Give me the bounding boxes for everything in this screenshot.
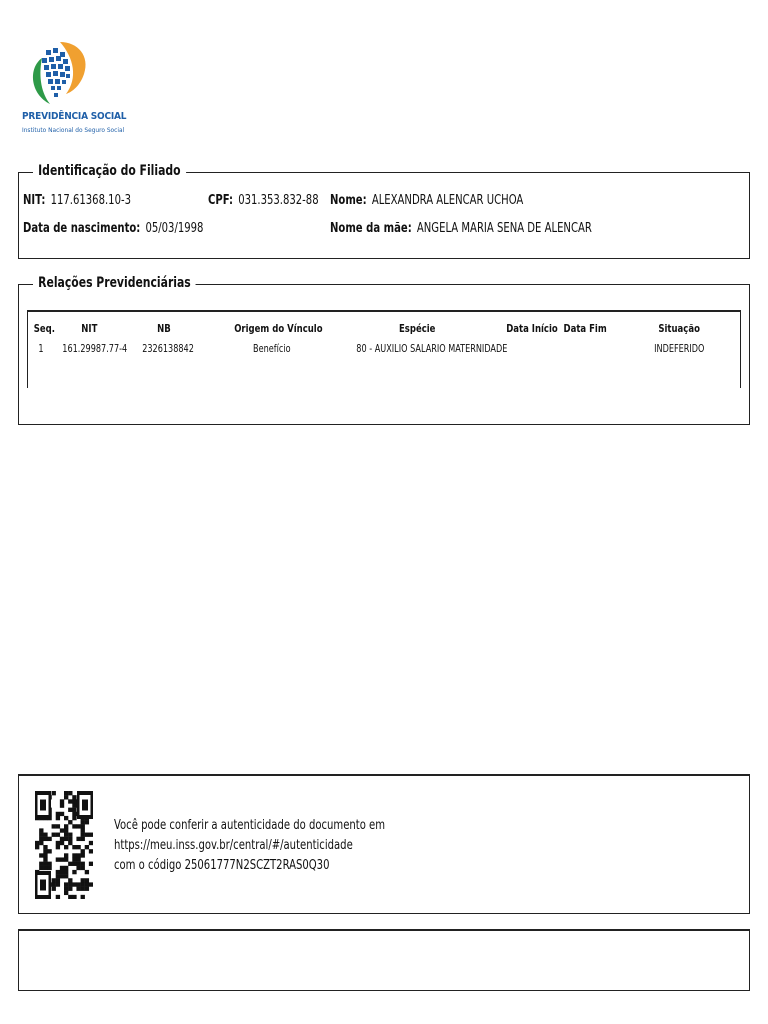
- relacoes-table: [27, 310, 741, 388]
- col-header-data-fim: Data Fim: [563, 322, 607, 335]
- col-header-nit: NIT: [81, 322, 98, 335]
- nome-value: ALEXANDRA ALENCAR UCHOA: [371, 193, 524, 208]
- cell-origem: Benefício: [253, 343, 291, 355]
- col-header-situacao: Situação: [658, 322, 700, 335]
- col-header-seq: Seq.: [33, 322, 55, 335]
- brand-subtitle: Instituto Nacional do Seguro Social: [22, 126, 125, 134]
- col-header-especie: Espécie: [398, 322, 436, 335]
- identificacao-legend: Identificação do Filiado: [33, 163, 186, 179]
- relacoes-legend: Relações Previdenciárias: [33, 275, 196, 291]
- nascimento-label: Data de nascimento:: [23, 221, 141, 236]
- identificacao-section: [18, 163, 750, 259]
- col-header-nb: NB: [157, 322, 171, 335]
- nascimento-field: [23, 221, 203, 236]
- cell-seq: 1: [38, 343, 44, 355]
- col-header-data-inicio: Data Início: [506, 322, 558, 335]
- cell-especie: 80 - AUXILIO SALARIO MATERNIDADE: [356, 343, 508, 355]
- cell-nb: 2326138842: [142, 343, 194, 355]
- autenticidade-text: [114, 816, 385, 876]
- cell-situacao: INDEFERIDO: [654, 343, 705, 355]
- nit-field: [23, 193, 131, 208]
- nascimento-value: 05/03/1998: [145, 221, 204, 236]
- qr-code-icon: [35, 791, 93, 899]
- brand-name: PREVIDÊNCIA SOCIAL: [22, 111, 127, 122]
- relacoes-section: [18, 275, 750, 425]
- cpf-field: [208, 193, 319, 208]
- autenticidade-codigo: com o código 25061777N2SCZT2RAS0Q30: [114, 858, 330, 873]
- nome-mae-field: [330, 221, 592, 236]
- autenticidade-url[interactable]: https://meu.inss.gov.br/central/#/autenticidade: [114, 838, 353, 853]
- nit-label: NIT:: [23, 193, 46, 208]
- col-header-origem: Origem do Vínculo: [234, 322, 323, 335]
- nome-mae-value: ANGELA MARIA SENA DE ALENCAR: [416, 221, 592, 236]
- nit-value: 117.61368.10-3: [50, 193, 131, 208]
- cpf-label: CPF:: [208, 193, 234, 208]
- autenticidade-line-1: Você pode conferir a autenticidade do documento em: [114, 818, 386, 833]
- autenticidade-box: [18, 774, 750, 914]
- nome-field: [330, 193, 523, 208]
- empty-footer-box: [18, 929, 750, 991]
- cell-nit: 161.29987.77-4: [62, 343, 128, 355]
- cpf-value: 031.353.832-88: [238, 193, 319, 208]
- nome-label: Nome:: [330, 193, 367, 208]
- nome-mae-label: Nome da mãe:: [330, 221, 412, 236]
- previdencia-logo: [20, 38, 127, 140]
- logo-emblem-icon: [20, 38, 90, 110]
